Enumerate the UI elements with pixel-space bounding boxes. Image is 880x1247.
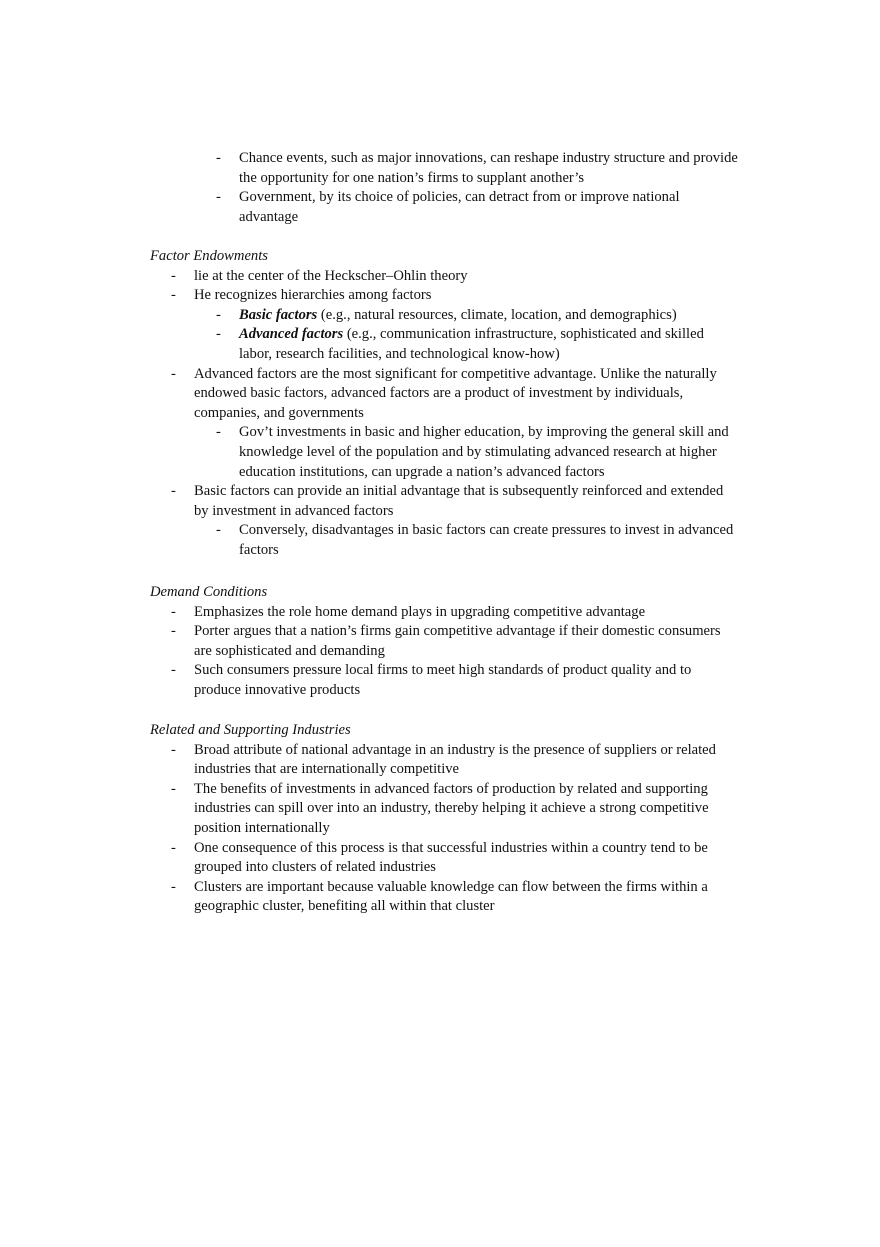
list-item: - One consequence of this process is that successful industries within a country tend to be grouped into clusters of related industries [150,839,740,878]
list-item: - Such consumers pressure local firms to meet high standards of product quality and to produce innovative products [150,661,740,700]
term-advanced-factors: Advanced factors [239,326,344,343]
list-item-advanced-factors [150,325,740,364]
term-basic-factors: Basic factors [239,306,318,323]
list-item: - Emphasizes the role home demand plays in upgrading competitive advantage [150,603,740,623]
list-item: - Basic factors can provide an initial advantage that is subsequently reinforced and extended by investment in advanced factors [150,482,740,521]
term-description: (e.g., communication infrastructure, sophisticated and skilled labor, research facilities, and technological know-how) [239,326,704,362]
factor-endowments-list [150,267,740,561]
demand-conditions-section [150,583,740,701]
related-industries-list [150,741,740,917]
list-item: - He recognizes hierarchies among factors [150,286,740,306]
list-item: - Gov’t investments in basic and higher education, by improving the general skill and knowledge level of the population and by stimulating advanced research at higher education institutions, can upgrade a nation’s advanced factors [150,423,740,482]
intro-section [150,149,740,227]
list-item: - Broad attribute of national advantage in an industry is the presence of suppliers or related industries that are internationally competitive [150,741,740,780]
section-heading: Factor Endowments [150,248,268,264]
list-item: - Clusters are important because valuable knowledge can flow between the firms within a geographic cluster, benefiting all within that cluster [150,878,740,917]
list-item: - lie at the center of the Heckscher–Ohlin theory [150,267,740,287]
section-heading: Related and Supporting Industries [150,722,351,738]
list-item: - The benefits of investments in advanced factors of production by related and supporting industries can spill over into an industry, thereby helping it achieve a strong competitive position internationally [150,780,740,839]
list-item: - Government, by its choice of policies, can detract from or improve national advantage [150,188,740,227]
related-industries-section [150,721,740,917]
list-item: - Advanced factors are the most significant for competitive advantage. Unlike the naturally endowed basic factors, advanced factors are a product of investment by individuals, companies, and governments [150,365,740,424]
section-heading: Demand Conditions [150,584,268,600]
list-item-basic-factors [150,306,740,326]
factor-endowments-section [150,247,740,561]
intro-list [150,149,740,227]
list-item: - Chance events, such as major innovations, can reshape industry structure and provide the opportunity for one nation’s firms to supplant another’s [150,149,740,188]
demand-conditions-list [150,603,740,701]
list-item: - Conversely, disadvantages in basic factors can create pressures to invest in advanced factors [150,521,740,560]
list-item: - Porter argues that a nation’s firms gain competitive advantage if their domestic consumers are sophisticated and demanding [150,622,740,661]
term-description: (e.g., natural resources, climate, location, and demographics) [317,306,677,323]
